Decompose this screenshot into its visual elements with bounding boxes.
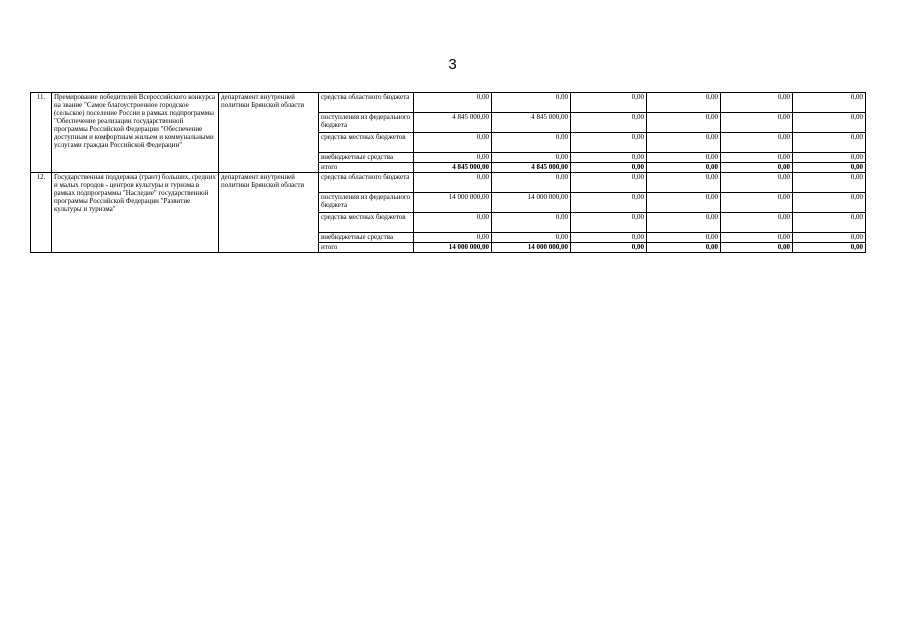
amount-cell: 0,00 [492,173,571,193]
amount-cell: 0,00 [414,153,492,163]
amount-cell: 0,00 [647,173,721,193]
amount-cell: 0,00 [492,153,571,163]
funding-source: средства местных бюджетов [319,213,414,233]
amount-cell: 0,00 [721,173,793,193]
amount-cell: 14 000 000,00 [414,193,492,213]
amount-cell: 0,00 [571,243,647,253]
amount-cell: 4 845 000,00 [492,163,571,173]
table-row [31,93,866,113]
page-number: 3 [448,56,457,73]
amount-cell: 0,00 [647,93,721,113]
amount-cell: 0,00 [721,213,793,233]
amount-cell: 0,00 [647,193,721,213]
amount-cell: 0,00 [571,193,647,213]
amount-cell: 0,00 [414,233,492,243]
funding-source: поступления из федерального бюджета [319,113,414,133]
funding-source: внебюджетные средства [319,233,414,243]
funding-source: средства областного бюджета [319,173,414,193]
amount-cell: 0,00 [793,193,866,213]
amount-cell: 0,00 [571,213,647,233]
executor: департамент внутренней политики Брянской области [219,173,319,253]
amount-cell: 0,00 [647,243,721,253]
amount-cell: 0,00 [793,233,866,243]
amount-cell: 0,00 [414,173,492,193]
budget-table [30,92,866,253]
amount-cell: 0,00 [647,233,721,243]
funding-source: средства местных бюджетов [319,133,414,153]
measure-name: Государственная поддержка (грант) больших, средних и малых городов - центров культуры и туризма в рамках подпрограммы "Наследие" государственной программы Российской Федерации "Развитие культуры и туризма" [52,173,219,253]
amount-cell: 0,00 [571,113,647,133]
amount-cell: 4 845 000,00 [414,163,492,173]
amount-cell: 0,00 [414,133,492,153]
row-number: 11. [31,93,52,173]
amount-cell: 0,00 [571,133,647,153]
amount-cell: 0,00 [492,213,571,233]
amount-cell: 0,00 [721,93,793,113]
amount-cell: 0,00 [647,163,721,173]
funding-source: поступления из федерального бюджета [319,193,414,213]
amount-cell: 0,00 [793,133,866,153]
amount-cell: 0,00 [793,93,866,113]
amount-cell: 0,00 [793,243,866,253]
funding-source: итого [319,163,414,173]
amount-cell: 0,00 [721,113,793,133]
amount-cell: 0,00 [647,213,721,233]
amount-cell: 0,00 [793,213,866,233]
amount-cell: 0,00 [793,163,866,173]
amount-cell: 0,00 [571,93,647,113]
amount-cell: 0,00 [571,173,647,193]
amount-cell: 4 845 000,00 [414,113,492,133]
amount-cell: 0,00 [721,163,793,173]
amount-cell: 0,00 [721,133,793,153]
amount-cell: 0,00 [647,113,721,133]
amount-cell: 0,00 [793,173,866,193]
amount-cell: 0,00 [571,233,647,243]
funding-source: средства областного бюджета [319,93,414,113]
amount-cell: 0,00 [793,153,866,163]
funding-source: внебюджетные средства [319,153,414,163]
row-number: 12. [31,173,52,253]
amount-cell: 0,00 [721,243,793,253]
funding-source: итого [319,243,414,253]
amount-cell: 0,00 [571,153,647,163]
amount-cell: 4 845 000,00 [492,113,571,133]
amount-cell: 0,00 [571,163,647,173]
measure-name: Премирование победителей Всероссийского конкурса на звание "Самое благоустроенное городское (сельское) поселение России в рамках подпрограммы "Обеспечение реализации государственной программы Российской Федерации "Обеспечение доступным и комфортным жильем и коммунальными услугами граждан Российской Федерации" [52,93,219,173]
amount-cell: 0,00 [721,193,793,213]
amount-cell: 14 000 000,00 [414,243,492,253]
amount-cell: 0,00 [492,233,571,243]
amount-cell: 0,00 [492,133,571,153]
amount-cell: 14 000 000,00 [492,193,571,213]
amount-cell: 0,00 [647,133,721,153]
amount-cell: 0,00 [721,153,793,163]
executor: департамент внутренней политики Брянской области [219,93,319,173]
amount-cell: 0,00 [793,113,866,133]
amount-cell: 14 000 000,00 [492,243,571,253]
amount-cell: 0,00 [414,93,492,113]
amount-cell: 0,00 [492,93,571,113]
table-row [31,173,866,193]
amount-cell: 0,00 [647,153,721,163]
amount-cell: 0,00 [414,213,492,233]
amount-cell: 0,00 [721,233,793,243]
